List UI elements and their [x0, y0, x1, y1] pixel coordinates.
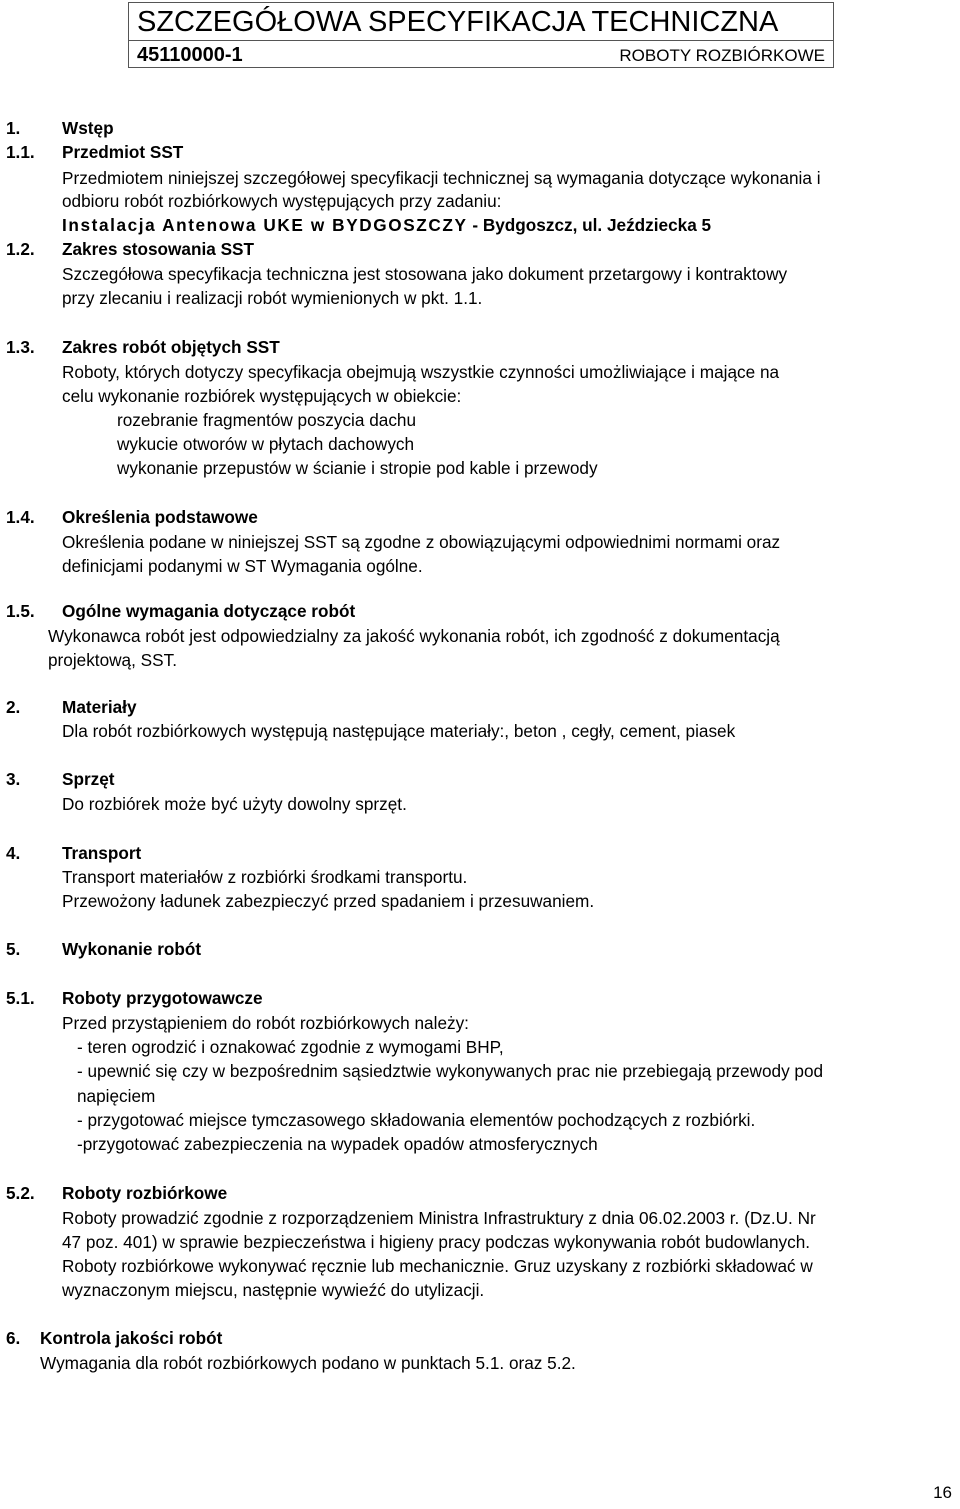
- section-1-5-title: Ogólne wymagania dotyczące robót: [62, 601, 356, 621]
- section-1-4-title: Określenia podstawowe: [62, 507, 258, 527]
- section-5-2-text-line: wyznaczonym miejscu, następnie wywieźć do utylizacji.: [62, 1280, 485, 1300]
- section-1-title: Wstęp: [62, 118, 114, 138]
- section-1-5-text-line: Wykonawca robót jest odpowiedzialny za jakość wykonania robót, ich zgodność z dokumentacją: [48, 626, 780, 646]
- project-line: [62, 215, 711, 236]
- page-number: 16: [933, 1483, 952, 1502]
- section-1-1-text-line: Przedmiotem niniejszej szczegółowej specyfikacji technicznej są wymagania dotyczące wykonania i: [62, 168, 821, 188]
- section-1-3-text-line: celu wykonanie rozbiórek występujących w obiekcie:: [62, 386, 462, 406]
- section-6-title: Kontrola jakości robót: [40, 1328, 223, 1348]
- section-4-title: Transport: [62, 843, 142, 863]
- section-1-2-title: Zakres stosowania SST: [62, 239, 254, 259]
- section-1-1-text-line: odbioru robót rozbiórkowych występujących przy zadaniu:: [62, 191, 502, 211]
- section-1-4-number: 1.4.: [6, 507, 35, 527]
- section-3-title: Sprzęt: [62, 769, 115, 789]
- section-5-2-text-line: Roboty prowadzić zgodnie z rozporządzeniem Ministra Infrastruktury z dnia 06.02.2003 r. (Dz.U. Nr: [62, 1208, 816, 1228]
- section-1-1-number: 1.1.: [6, 142, 35, 162]
- section-5-1-number: 5.1.: [6, 988, 35, 1008]
- section-6-number: 6.: [6, 1328, 21, 1348]
- cpv-code: 45110000-1: [137, 44, 243, 66]
- section-4-text-line: Transport materiałów z rozbiórki środkami transportu.: [62, 867, 468, 887]
- section-1-3-text-line: Roboty, których dotyczy specyfikacja obejmują wszystkie czynności umożliwiające i mające na: [62, 362, 780, 382]
- scope-item: wykonanie przepustów w ścianie i stropie pod kable i przewody: [117, 458, 598, 478]
- section-1-1-title: Przedmiot SST: [62, 142, 184, 162]
- section-1-4-text-line: definicjami podanymi w ST Wymagania ogólne.: [62, 556, 423, 576]
- section-1-2-number: 1.2.: [6, 239, 35, 259]
- section-5-number: 5.: [6, 939, 21, 959]
- section-2-title: Materiały: [62, 697, 137, 717]
- section-1-4-text-line: Określenia podane w niniejszej SST są zgodne z obowiązującymi odpowiednimi normami oraz: [62, 532, 781, 552]
- section-1-5-number: 1.5.: [6, 601, 35, 621]
- prep-item: - przygotować miejsce tymczasowego składowania elementów pochodzących z rozbiórki.: [77, 1110, 756, 1130]
- section-6-text-line: Wymagania dla robót rozbiórkowych podano w punktach 5.1. oraz 5.2.: [40, 1353, 576, 1373]
- section-2-text-line: Dla robót rozbiórkowych występują następujące materiały:, beton , cegły, cement, piasek: [62, 721, 736, 741]
- prep-item: - upewnić się czy w bezpośrednim sąsiedztwie wykonywanych prac nie przebiegają przewody pod: [77, 1061, 824, 1081]
- document-title: SZCZEGÓŁOWA SPECYFIKACJA TECHNICZNA: [137, 6, 779, 38]
- section-5-title: Wykonanie robót: [62, 939, 202, 959]
- section-2-number: 2.: [6, 697, 21, 717]
- section-5-2-number: 5.2.: [6, 1183, 35, 1203]
- section-5-1-title: Roboty przygotowawcze: [62, 988, 263, 1008]
- section-1-3-number: 1.3.: [6, 337, 35, 357]
- section-4-text-line: Przewożony ładunek zabezpieczyć przed spadaniem i przesuwaniem.: [62, 891, 595, 911]
- header-divider: [129, 40, 833, 41]
- section-5-2-text-line: 47 poz. 401) w sprawie bezpieczeństwa i higieny pracy podczas wykonywania robót budowlanych.: [62, 1232, 811, 1252]
- project-name: Instalacja Antenowa UKE w BYDGOSZCZY: [62, 215, 468, 235]
- section-1-3-title: Zakres robót objętych SST: [62, 337, 280, 357]
- document-header: [128, 2, 834, 68]
- section-3-number: 3.: [6, 769, 21, 789]
- section-3-text-line: Do rozbiórek może być użyty dowolny sprzęt.: [62, 794, 407, 814]
- section-4-number: 4.: [6, 843, 21, 863]
- project-location: - Bydgoszcz, ul. Jeździecka 5: [467, 215, 712, 235]
- scope-item: rozebranie fragmentów poszycia dachu: [117, 410, 417, 430]
- works-name: ROBOTY ROZBIÓRKOWE: [619, 46, 825, 65]
- section-1-5-text-line: projektową, SST.: [48, 650, 177, 670]
- section-1-2-text-line: Szczegółowa specyfikacja techniczna jest stosowana jako dokument przetargowy i kontraktowy: [62, 264, 788, 284]
- prep-item: napięciem: [77, 1086, 156, 1106]
- section-5-2-text-line: Roboty rozbiórkowe wykonywać ręcznie lub mechanicznie. Gruz uzyskany z rozbiórki składować w: [62, 1256, 813, 1276]
- prep-item: - teren ogrodzić i oznakować zgodnie z wymogami BHP,: [77, 1037, 504, 1057]
- section-1-number: 1.: [6, 118, 21, 138]
- section-1-2-text-line: przy zlecaniu i realizacji robót wymienionych w pkt. 1.1.: [62, 288, 483, 308]
- section-5-1-intro: Przed przystąpieniem do robót rozbiórkowych należy:: [62, 1013, 469, 1033]
- section-5-2-title: Roboty rozbiórkowe: [62, 1183, 228, 1203]
- prep-item: -przygotować zabezpieczenia na wypadek opadów atmosferycznych: [77, 1134, 598, 1154]
- scope-item: wykucie otworów w płytach dachowych: [117, 434, 415, 454]
